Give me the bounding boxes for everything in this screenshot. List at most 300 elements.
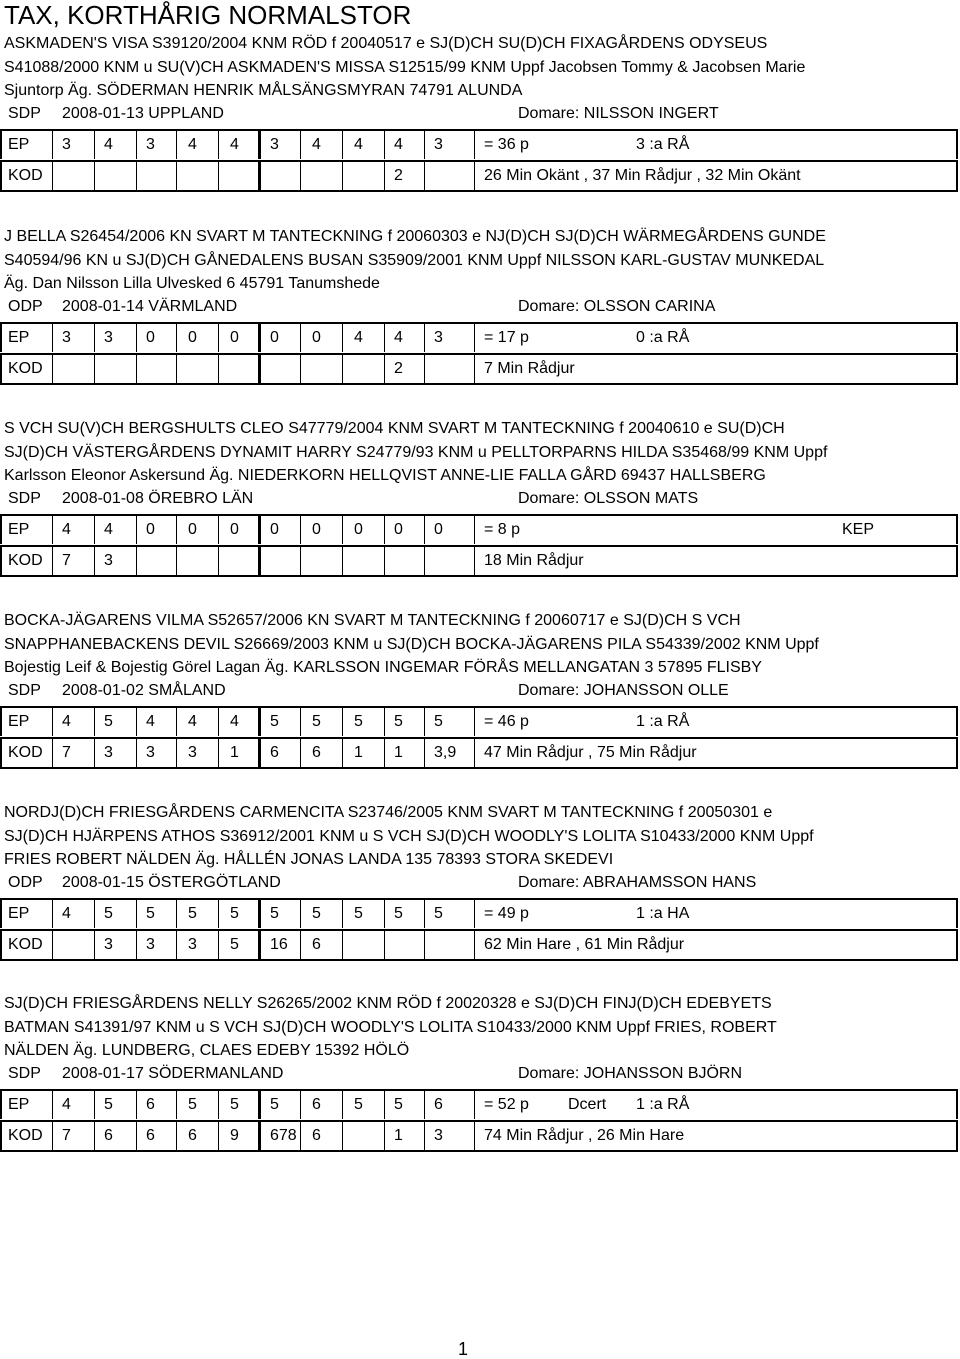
ep-cell: 4 — [394, 329, 403, 346]
grid-divider — [94, 131, 95, 159]
grid-divider — [300, 324, 301, 352]
grid-divider — [176, 900, 177, 928]
grid-divider — [424, 1122, 425, 1150]
grid-divider — [258, 162, 261, 190]
ep-cell: 6 — [146, 1096, 155, 1113]
grid-divider — [342, 516, 343, 544]
ep-cell: 4 — [394, 136, 403, 153]
grid-divider — [342, 931, 343, 959]
ep-total: = 46 p — [484, 713, 529, 730]
ep-prize: 1 :a RÅ — [636, 713, 690, 730]
ep-total: = 49 p — [484, 905, 529, 922]
ep-cell: 0 — [146, 521, 155, 538]
grid-divider — [52, 1091, 53, 1119]
ep-cell: 5 — [354, 1096, 363, 1113]
ep-row — [0, 1089, 958, 1119]
grid-divider — [94, 1091, 95, 1119]
ep-cell: 5 — [354, 713, 363, 730]
ep-cell: 0 — [394, 521, 403, 538]
grid-divider — [94, 516, 95, 544]
ep-cell: 5 — [434, 713, 443, 730]
ep-cell: 5 — [394, 905, 403, 922]
kod-cell: 7 — [62, 552, 71, 569]
grid-divider — [474, 739, 475, 767]
grid-divider — [176, 739, 177, 767]
grid-divider — [342, 1122, 343, 1150]
kod-cell: KOD — [8, 167, 43, 184]
ep-cell: 0 — [312, 329, 321, 346]
ep-cell: 5 — [104, 713, 113, 730]
ep-cell: 4 — [62, 713, 71, 730]
kod-cell: 2 — [394, 167, 403, 184]
ep-cell: EP — [8, 905, 30, 922]
page-number: 1 — [458, 1339, 469, 1359]
entry-meta — [0, 103, 960, 125]
kod-cell: 3 — [188, 744, 197, 761]
grid-divider — [218, 708, 219, 736]
entry-meta — [0, 1063, 960, 1085]
entry-date: 2008-01-13 UPPLAND — [62, 105, 224, 122]
grid-divider — [136, 131, 137, 159]
grid-divider — [424, 355, 425, 383]
grid-divider — [176, 516, 177, 544]
grid-divider — [94, 739, 95, 767]
grid-divider — [52, 516, 53, 544]
grid-divider — [136, 162, 137, 190]
kod-cell: 6 — [270, 744, 279, 761]
entry-description-line: ASKMADEN'S VISA S39120/2004 KNM RÖD f 20040517 e SJ(D)CH SU(D)CH FIXAGÅRDENS ODYSEUS — [4, 35, 768, 52]
entry-date: 2008-01-08 ÖREBRO LÄN — [62, 490, 254, 507]
ep-cell: 5 — [312, 713, 321, 730]
grid-divider — [136, 547, 137, 575]
grid-divider — [52, 162, 53, 190]
ep-cell: 5 — [104, 905, 113, 922]
grid-divider — [136, 708, 137, 736]
grid-divider — [474, 516, 475, 544]
entry-description-line: Karlsson Eleonor Askersund Äg. NIEDERKORN HELLQVIST ANNE-LIE FALLA GÅRD 69437 HALLSBERG — [4, 467, 766, 484]
ep-cell: 4 — [312, 136, 321, 153]
ep-cell: 0 — [312, 521, 321, 538]
entry-date: 2008-01-15 ÖSTERGÖTLAND — [62, 874, 281, 891]
entry-class: SDP — [8, 682, 41, 699]
ep-cell: 4 — [104, 136, 113, 153]
entry-date: 2008-01-14 VÄRMLAND — [62, 298, 238, 315]
grid-divider — [136, 931, 137, 959]
grid-divider — [258, 355, 261, 383]
grid-divider — [176, 324, 177, 352]
ep-total: = 36 p — [484, 136, 529, 153]
entry-description-line: J BELLA S26454/2006 KN SVART M TANTECKNING f 20060303 e NJ(D)CH SJ(D)CH WÄRMEGÅRDENS GUNDE — [4, 228, 826, 245]
grid-divider — [474, 1091, 475, 1119]
grid-divider — [474, 547, 475, 575]
grid-divider — [342, 324, 343, 352]
kod-cell: 678 — [270, 1127, 297, 1144]
ep-cell: EP — [8, 1096, 30, 1113]
grid-divider — [94, 900, 95, 928]
ep-cell: 4 — [230, 713, 239, 730]
ep-cell: 0 — [188, 521, 197, 538]
grid-divider — [300, 162, 301, 190]
grid-divider — [136, 739, 137, 767]
grid-divider — [342, 739, 343, 767]
grid-divider — [176, 1091, 177, 1119]
grid-divider — [258, 324, 261, 352]
ep-cell: 3 — [434, 329, 443, 346]
ep-cell: 5 — [270, 713, 279, 730]
entry-description-line: SJ(D)CH HJÄRPENS ATHOS S36912/2001 KNM u S VCH SJ(D)CH WOODLY'S LOLITA S10433/2000 KNM Uppf — [4, 827, 814, 845]
kod-cell: 6 — [146, 1127, 155, 1144]
ep-prize: 1 :a HA — [636, 905, 690, 922]
grid-divider — [218, 131, 219, 159]
kod-cell: 6 — [312, 1127, 321, 1144]
kod-cell: 6 — [312, 744, 321, 761]
grid-divider — [384, 739, 385, 767]
ep-cell: 3 — [104, 329, 113, 346]
ep-cell: 0 — [146, 329, 155, 346]
grid-divider — [424, 900, 425, 928]
kod-cell: 7 — [62, 1127, 71, 1144]
ep-cell: 5 — [188, 905, 197, 922]
ep-cell: 3 — [434, 136, 443, 153]
entry-description-line: FRIES ROBERT NÄLDEN Äg. HÅLLÉN JONAS LANDA 135 78393 STORA SKEDEVI — [4, 851, 614, 868]
grid-divider — [300, 900, 301, 928]
entry-description-line: SJ(D)CH VÄSTERGÅRDENS DYNAMIT HARRY S24779/93 KNM u PELLTORPARNS HILDA S35468/99 KNM Uppf — [4, 443, 828, 461]
grid-divider — [136, 516, 137, 544]
ep-cell: EP — [8, 521, 30, 538]
grid-divider — [384, 900, 385, 928]
ep-cell: 4 — [188, 136, 197, 153]
ep-cell: 6 — [312, 1096, 321, 1113]
grid-divider — [384, 324, 385, 352]
kod-cell: 6 — [312, 936, 321, 953]
grid-divider — [52, 1122, 53, 1150]
entry-description-line: NORDJ(D)CH FRIESGÅRDENS CARMENCITA S23746/2005 KNM SVART M TANTECKNING f 20050301 e — [4, 804, 773, 821]
ep-cell: 4 — [188, 713, 197, 730]
grid-divider — [136, 324, 137, 352]
entry-judge: Domare: JOHANSSON OLLE — [518, 682, 729, 699]
entry-description-line: S40594/96 KN u SJ(D)CH GÅNEDALENS BUSAN S35909/2001 KNM Uppf NILSSON KARL-GUSTAV MUNKEDAL — [4, 251, 825, 269]
page-title: TAX, KORTHÅRIG NORMALSTOR — [4, 0, 412, 30]
entry-class: ODP — [8, 874, 43, 891]
ep-cell: 5 — [270, 905, 279, 922]
kod-cell: 16 — [270, 936, 288, 953]
grid-divider — [52, 131, 53, 159]
kod-cell: KOD — [8, 744, 43, 761]
grid-divider — [342, 162, 343, 190]
kod-note: 26 Min Okänt , 37 Min Rådjur , 32 Min Okänt — [484, 167, 801, 184]
grid-divider — [218, 931, 219, 959]
grid-divider — [176, 162, 177, 190]
entry-description-line: SNAPPHANEBACKENS DEVIL S26669/2003 KNM u SJ(D)CH BOCKA-JÄGARENS PILA S54339/2002 KNM Uppf — [4, 635, 819, 653]
ep-cell: 5 — [394, 713, 403, 730]
grid-divider — [94, 1122, 95, 1150]
grid-divider — [258, 708, 261, 736]
grid-divider — [218, 324, 219, 352]
grid-divider — [300, 547, 301, 575]
kod-note: 47 Min Rådjur , 75 Min Rådjur — [484, 744, 697, 761]
kod-note: 74 Min Rådjur , 26 Min Hare — [484, 1127, 685, 1144]
grid-divider — [424, 547, 425, 575]
entry-date: 2008-01-02 SMÅLAND — [62, 682, 226, 699]
entry-class: SDP — [8, 490, 41, 507]
grid-divider — [300, 739, 301, 767]
kod-cell: KOD — [8, 1127, 43, 1144]
ep-cell: 0 — [270, 521, 279, 538]
ep-prize: 1 :a RÅ — [636, 1096, 690, 1113]
kod-row — [0, 1120, 958, 1152]
grid-divider — [176, 931, 177, 959]
ep-cell: 3 — [270, 136, 279, 153]
kod-cell: 1 — [230, 744, 239, 761]
kod-cell: KOD — [8, 936, 43, 953]
grid-divider — [384, 547, 385, 575]
kod-cell: 9 — [230, 1127, 239, 1144]
grid-divider — [258, 931, 261, 959]
grid-divider — [52, 900, 53, 928]
ep-cell: EP — [8, 329, 30, 346]
grid-divider — [342, 900, 343, 928]
grid-divider — [258, 900, 261, 928]
ep-cell: 4 — [354, 329, 363, 346]
grid-divider — [258, 131, 261, 159]
grid-divider — [300, 708, 301, 736]
grid-divider — [424, 931, 425, 959]
kod-note: 62 Min Hare , 61 Min Rådjur — [484, 936, 685, 953]
grid-divider — [176, 547, 177, 575]
ep-cell: 4 — [62, 1096, 71, 1113]
kod-cell: 1 — [354, 744, 363, 761]
grid-divider — [136, 1091, 137, 1119]
grid-divider — [384, 931, 385, 959]
grid-divider — [300, 1091, 301, 1119]
entry-judge: Domare: JOHANSSON BJÖRN — [518, 1065, 743, 1082]
grid-divider — [384, 1122, 385, 1150]
ep-prize: 0 :a RÅ — [636, 329, 690, 346]
ep-cell: 5 — [312, 905, 321, 922]
ep-cell: 4 — [104, 521, 113, 538]
grid-divider — [474, 324, 475, 352]
grid-divider — [424, 131, 425, 159]
entry-description-line: Äg. Dan Nilsson Lilla Ulvesked 6 45791 Tanumshede — [4, 275, 380, 292]
ep-total: = 52 p — [484, 1096, 529, 1113]
ep-cell: 5 — [230, 905, 239, 922]
ep-cell: 4 — [62, 521, 71, 538]
grid-divider — [474, 1122, 475, 1150]
kod-cell: 3 — [188, 936, 197, 953]
kod-cell: 3 — [104, 552, 113, 569]
ep-cell: 3 — [62, 136, 71, 153]
ep-prize: 3 :a RÅ — [636, 136, 690, 153]
entry-meta — [0, 488, 960, 510]
entry-description-line: NÄLDEN Äg. LUNDBERG, CLAES EDEBY 15392 HÖLÖ — [4, 1042, 410, 1059]
kod-cell: 1 — [394, 744, 403, 761]
entry-meta — [0, 296, 960, 318]
grid-divider — [342, 708, 343, 736]
grid-divider — [94, 547, 95, 575]
ep-cell: EP — [8, 713, 30, 730]
grid-divider — [52, 324, 53, 352]
grid-divider — [218, 1091, 219, 1119]
grid-divider — [474, 708, 475, 736]
grid-divider — [424, 516, 425, 544]
grid-divider — [52, 355, 53, 383]
ep-cell: 0 — [230, 521, 239, 538]
grid-divider — [474, 900, 475, 928]
grid-divider — [300, 131, 301, 159]
kod-cell: 3 — [104, 936, 113, 953]
ep-cell: 5 — [394, 1096, 403, 1113]
ep-cell: 4 — [354, 136, 363, 153]
kod-note: 7 Min Rådjur — [484, 360, 575, 377]
ep-cell: 5 — [230, 1096, 239, 1113]
grid-divider — [218, 355, 219, 383]
ep-prize: KEP — [842, 521, 875, 538]
entry-meta — [0, 680, 960, 702]
ep-cell: 0 — [230, 329, 239, 346]
kod-row — [0, 160, 958, 192]
grid-divider — [176, 1122, 177, 1150]
kod-cell: 7 — [62, 744, 71, 761]
entry-description-line: BOCKA-JÄGARENS VILMA S52657/2006 KN SVART M TANTECKNING f 20060717 e SJ(D)CH S VCH — [4, 612, 741, 629]
ep-row — [0, 322, 958, 352]
grid-divider — [258, 739, 261, 767]
entry-description-line: BATMAN S41391/97 KNM u S VCH SJ(D)CH WOODLY'S LOLITA S10433/2000 KNM Uppf FRIES, ROBERT — [4, 1018, 777, 1036]
ep-row — [0, 706, 958, 736]
grid-divider — [384, 131, 385, 159]
kod-cell: 3 — [104, 744, 113, 761]
grid-divider — [300, 931, 301, 959]
grid-divider — [384, 1091, 385, 1119]
entry-judge: Domare: ABRAHAMSSON HANS — [518, 874, 757, 891]
grid-divider — [94, 324, 95, 352]
ep-cell: 0 — [270, 329, 279, 346]
grid-divider — [384, 516, 385, 544]
ep-row — [0, 514, 958, 544]
ep-cell: 5 — [434, 905, 443, 922]
kod-cell: 3 — [146, 936, 155, 953]
kod-cell: 2 — [394, 360, 403, 377]
grid-divider — [218, 547, 219, 575]
ep-row — [0, 898, 958, 928]
grid-divider — [474, 931, 475, 959]
kod-cell: 1 — [394, 1127, 403, 1144]
grid-divider — [94, 355, 95, 383]
kod-cell: 6 — [104, 1127, 113, 1144]
kod-row — [0, 353, 958, 385]
entry-judge: Domare: NILSSON INGERT — [518, 105, 719, 122]
entry-meta — [0, 872, 960, 894]
grid-divider — [176, 708, 177, 736]
grid-divider — [136, 900, 137, 928]
ep-cell: 0 — [434, 521, 443, 538]
entry-description-line: SJ(D)CH FRIESGÅRDENS NELLY S26265/2002 KNM RÖD f 20020328 e SJ(D)CH FINJ(D)CH EDEBYETS — [4, 995, 772, 1012]
entry-class: SDP — [8, 105, 41, 122]
ep-cell: 3 — [146, 136, 155, 153]
ep-cell: 0 — [354, 521, 363, 538]
kod-cell: 3 — [434, 1127, 443, 1144]
ep-cell: 5 — [354, 905, 363, 922]
grid-divider — [300, 1122, 301, 1150]
kod-row — [0, 929, 958, 961]
grid-divider — [136, 355, 137, 383]
grid-divider — [176, 131, 177, 159]
grid-divider — [474, 162, 475, 190]
ep-cell: 0 — [188, 329, 197, 346]
entry-description-line: S41088/2000 KNM u SU(V)CH ASKMADEN'S MISSA S12515/99 KNM Uppf Jacobsen Tommy & Jacobsen Marie — [4, 58, 806, 76]
grid-divider — [424, 708, 425, 736]
kod-cell: 6 — [188, 1127, 197, 1144]
grid-divider — [474, 355, 475, 383]
ep-cell: 4 — [230, 136, 239, 153]
ep-total: = 17 p — [484, 329, 529, 346]
grid-divider — [424, 1091, 425, 1119]
grid-divider — [218, 162, 219, 190]
grid-divider — [218, 1122, 219, 1150]
grid-divider — [258, 547, 261, 575]
entry-date: 2008-01-17 SÖDERMANLAND — [62, 1065, 284, 1082]
grid-divider — [384, 162, 385, 190]
kod-cell: 3 — [146, 744, 155, 761]
grid-divider — [94, 162, 95, 190]
grid-divider — [218, 739, 219, 767]
entry-judge: Domare: OLSSON CARINA — [518, 298, 716, 315]
kod-row — [0, 545, 958, 577]
entry-judge: Domare: OLSSON MATS — [518, 490, 699, 507]
grid-divider — [94, 931, 95, 959]
grid-divider — [258, 1122, 261, 1150]
ep-cell: 4 — [62, 905, 71, 922]
grid-divider — [52, 739, 53, 767]
grid-divider — [424, 739, 425, 767]
entry-description-line: Bojestig Leif & Bojestig Görel Lagan Äg. KARLSSON INGEMAR FÖRÅS MELLANGATAN 3 57895 FLISBY — [4, 659, 762, 676]
entry-description-line: Sjuntorp Äg. SÖDERMAN HENRIK MÅLSÄNGSMYRAN 74791 ALUNDA — [4, 82, 523, 99]
ep-cell: 6 — [434, 1096, 443, 1113]
grid-divider — [424, 324, 425, 352]
ep-total: = 8 p — [484, 521, 521, 538]
grid-divider — [474, 131, 475, 159]
grid-divider — [300, 355, 301, 383]
grid-divider — [52, 931, 53, 959]
entry-class: SDP — [8, 1065, 41, 1082]
grid-divider — [136, 1122, 137, 1150]
entry-class: ODP — [8, 298, 43, 315]
ep-cell: EP — [8, 136, 30, 153]
kod-cell: KOD — [8, 552, 43, 569]
ep-cell: 3 — [62, 329, 71, 346]
ep-cell: 5 — [270, 1096, 279, 1113]
ep-cell: 5 — [146, 905, 155, 922]
ep-row — [0, 129, 958, 159]
kod-cell: 5 — [230, 936, 239, 953]
grid-divider — [218, 516, 219, 544]
grid-divider — [258, 516, 261, 544]
kod-cell: 3,9 — [434, 744, 457, 761]
ep-extra: Dcert — [568, 1096, 607, 1113]
grid-divider — [384, 708, 385, 736]
grid-divider — [342, 355, 343, 383]
grid-divider — [424, 162, 425, 190]
grid-divider — [300, 516, 301, 544]
grid-divider — [52, 547, 53, 575]
grid-divider — [176, 355, 177, 383]
grid-divider — [342, 547, 343, 575]
ep-cell: 5 — [104, 1096, 113, 1113]
ep-cell: 5 — [188, 1096, 197, 1113]
grid-divider — [52, 708, 53, 736]
grid-divider — [384, 355, 385, 383]
grid-divider — [218, 900, 219, 928]
kod-note: 18 Min Rådjur — [484, 552, 584, 569]
